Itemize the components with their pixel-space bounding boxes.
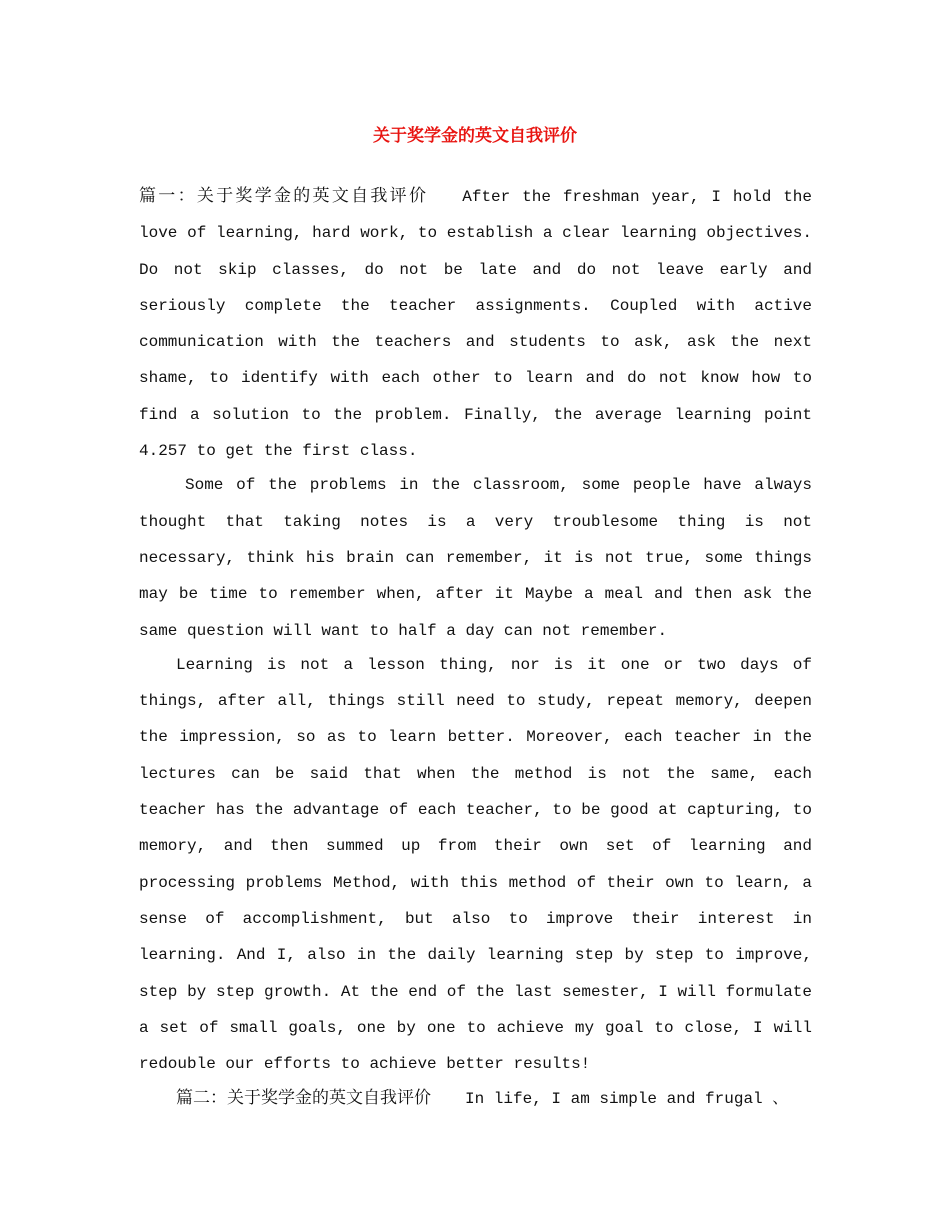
document-title: 关于奖学金的英文自我评价: [373, 126, 577, 146]
paragraph-3: [139, 647, 812, 1083]
paragraph-2-text: Some of the problems in the classroom, some people have always thought that taking notes is a very troublesome thing is not necessary, think his brain can remember, it is not true, some things may be time to remember when, after it Maybe a meal and then ask the same question will want to half a day can not remember.: [139, 476, 812, 640]
paragraph-3-text: Learning is not a lesson thing, nor is it one or two days of things, after all, things still need to study, repeat memory, deepen the impression, so as to learn better. Moreover, each teacher in the lectures can be said that when the method is not the same, each teacher has the advantage of each teacher, to be good at capturing, to memory, and then summed up from their own set of learning and processing problems Method, with this method of their own to learn, a sense of accomplishment, but also to improve their interest in learning. And I, also in the daily learning step by step to improve, step by step growth. At the end of the last semester, I will formulate a set of small goals, one by one to achieve my goal to close, I will redouble our efforts to achieve better results!: [139, 655, 812, 1074]
paragraph-4: [139, 1080, 812, 1117]
section-heading-1: 篇一：关于奖学金的英文自我评价: [139, 186, 429, 206]
paragraph-2: [139, 467, 812, 648]
section-heading-2: 篇二：关于奖学金的英文自我评价: [176, 1088, 431, 1109]
paragraph-1-text: After the freshman year, I hold the love of learning, hard work, to establish a clear learning objectives. Do not skip classes, do not be late and do not leave early and seriously complete the teacher assignments. Coupled with active communication with the teachers and students to ask, ask the next shame, to identify with each other to learn and do not know how to find a solution to the problem. Finally, the average learning point 4.257 to get the first class.: [139, 188, 813, 461]
paragraph-4-text: In life, I am simple and frugal 、: [465, 1090, 789, 1109]
document-body: [139, 178, 812, 1118]
paragraph-1: [139, 178, 812, 469]
